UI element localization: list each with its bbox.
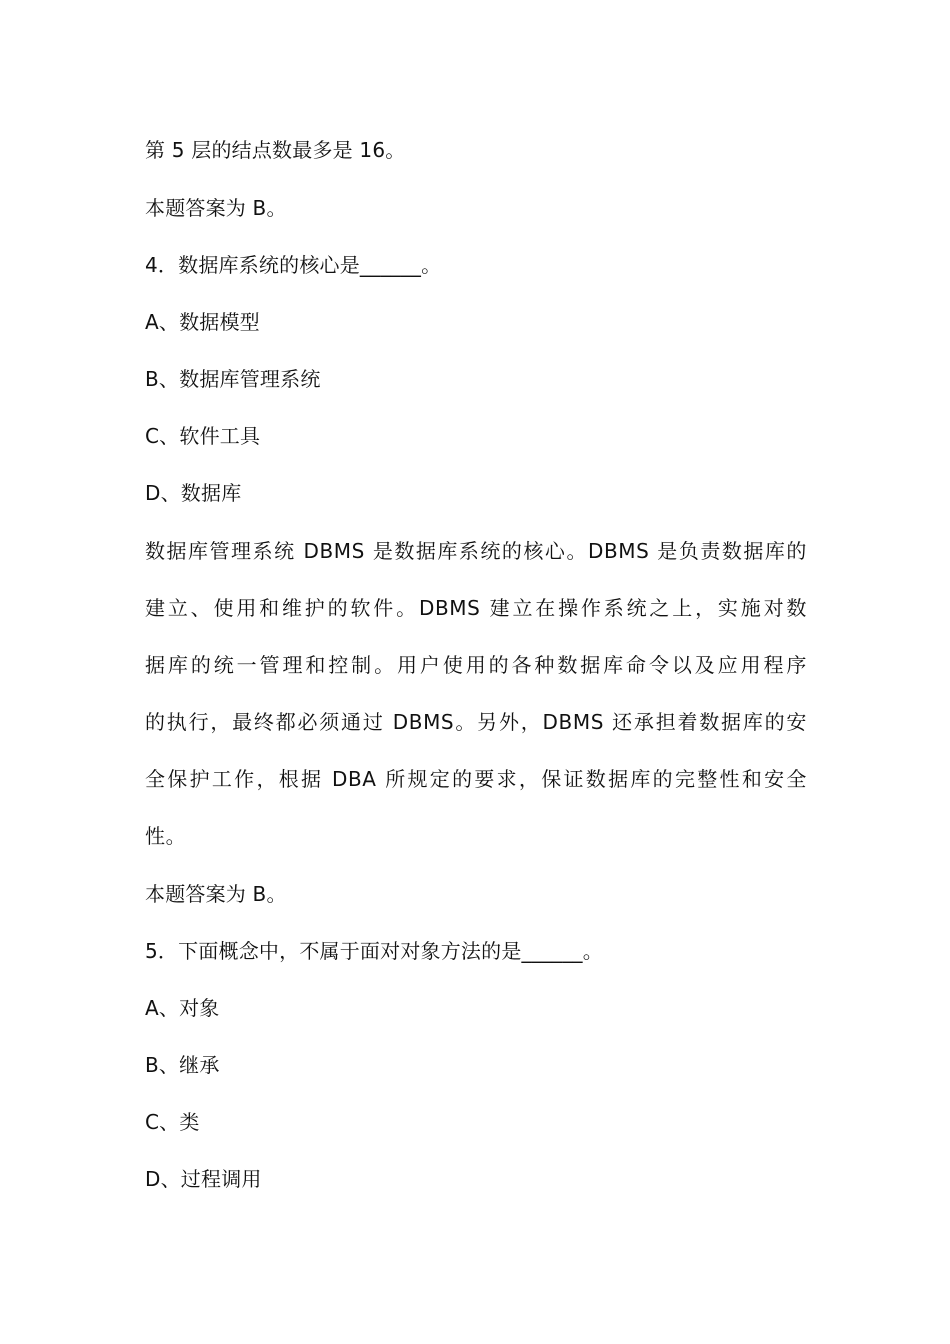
question-4-option-b: B、数据库管理系统	[145, 367, 321, 391]
explanation-line: 全保护工作，根据 DBA 所规定的要求，保证数据库的完整性和安全	[145, 767, 807, 791]
question-4-stem: 4．数据库系统的核心是______。	[145, 253, 442, 277]
previous-answer-text: 第 5 层的结点数最多是 16。	[145, 138, 406, 162]
explanation-line: 据库的统一管理和控制。用户使用的各种数据库命令以及应用程序	[145, 653, 807, 677]
question-4-answer-key: 本题答案为 B。	[145, 882, 287, 906]
question-5-stem: 5．下面概念中，不属于面对对象方法的是______。	[145, 939, 603, 963]
question-4-option-d: D、数据库	[145, 481, 242, 505]
question-4-option-a: A、数据模型	[145, 310, 260, 334]
question-4-explanation	[145, 537, 807, 879]
question-5-option-d: D、过程调用	[145, 1167, 262, 1191]
question-5-option-a: A、对象	[145, 996, 220, 1020]
question-4-option-c: C、软件工具	[145, 424, 261, 448]
explanation-line: 性。	[145, 824, 187, 848]
question-5-option-c: C、类	[145, 1110, 200, 1134]
explanation-line: 数据库管理系统 DBMS 是数据库系统的核心。DBMS 是负责数据库的	[145, 539, 807, 563]
explanation-line: 的执行，最终都必须通过 DBMS。另外，DBMS 还承担着数据库的安	[145, 710, 807, 734]
question-5-option-b: B、继承	[145, 1053, 220, 1077]
previous-answer-key: 本题答案为 B。	[145, 196, 287, 220]
explanation-line: 建立、使用和维护的软件。DBMS 建立在操作系统之上，实施对数	[145, 596, 807, 620]
